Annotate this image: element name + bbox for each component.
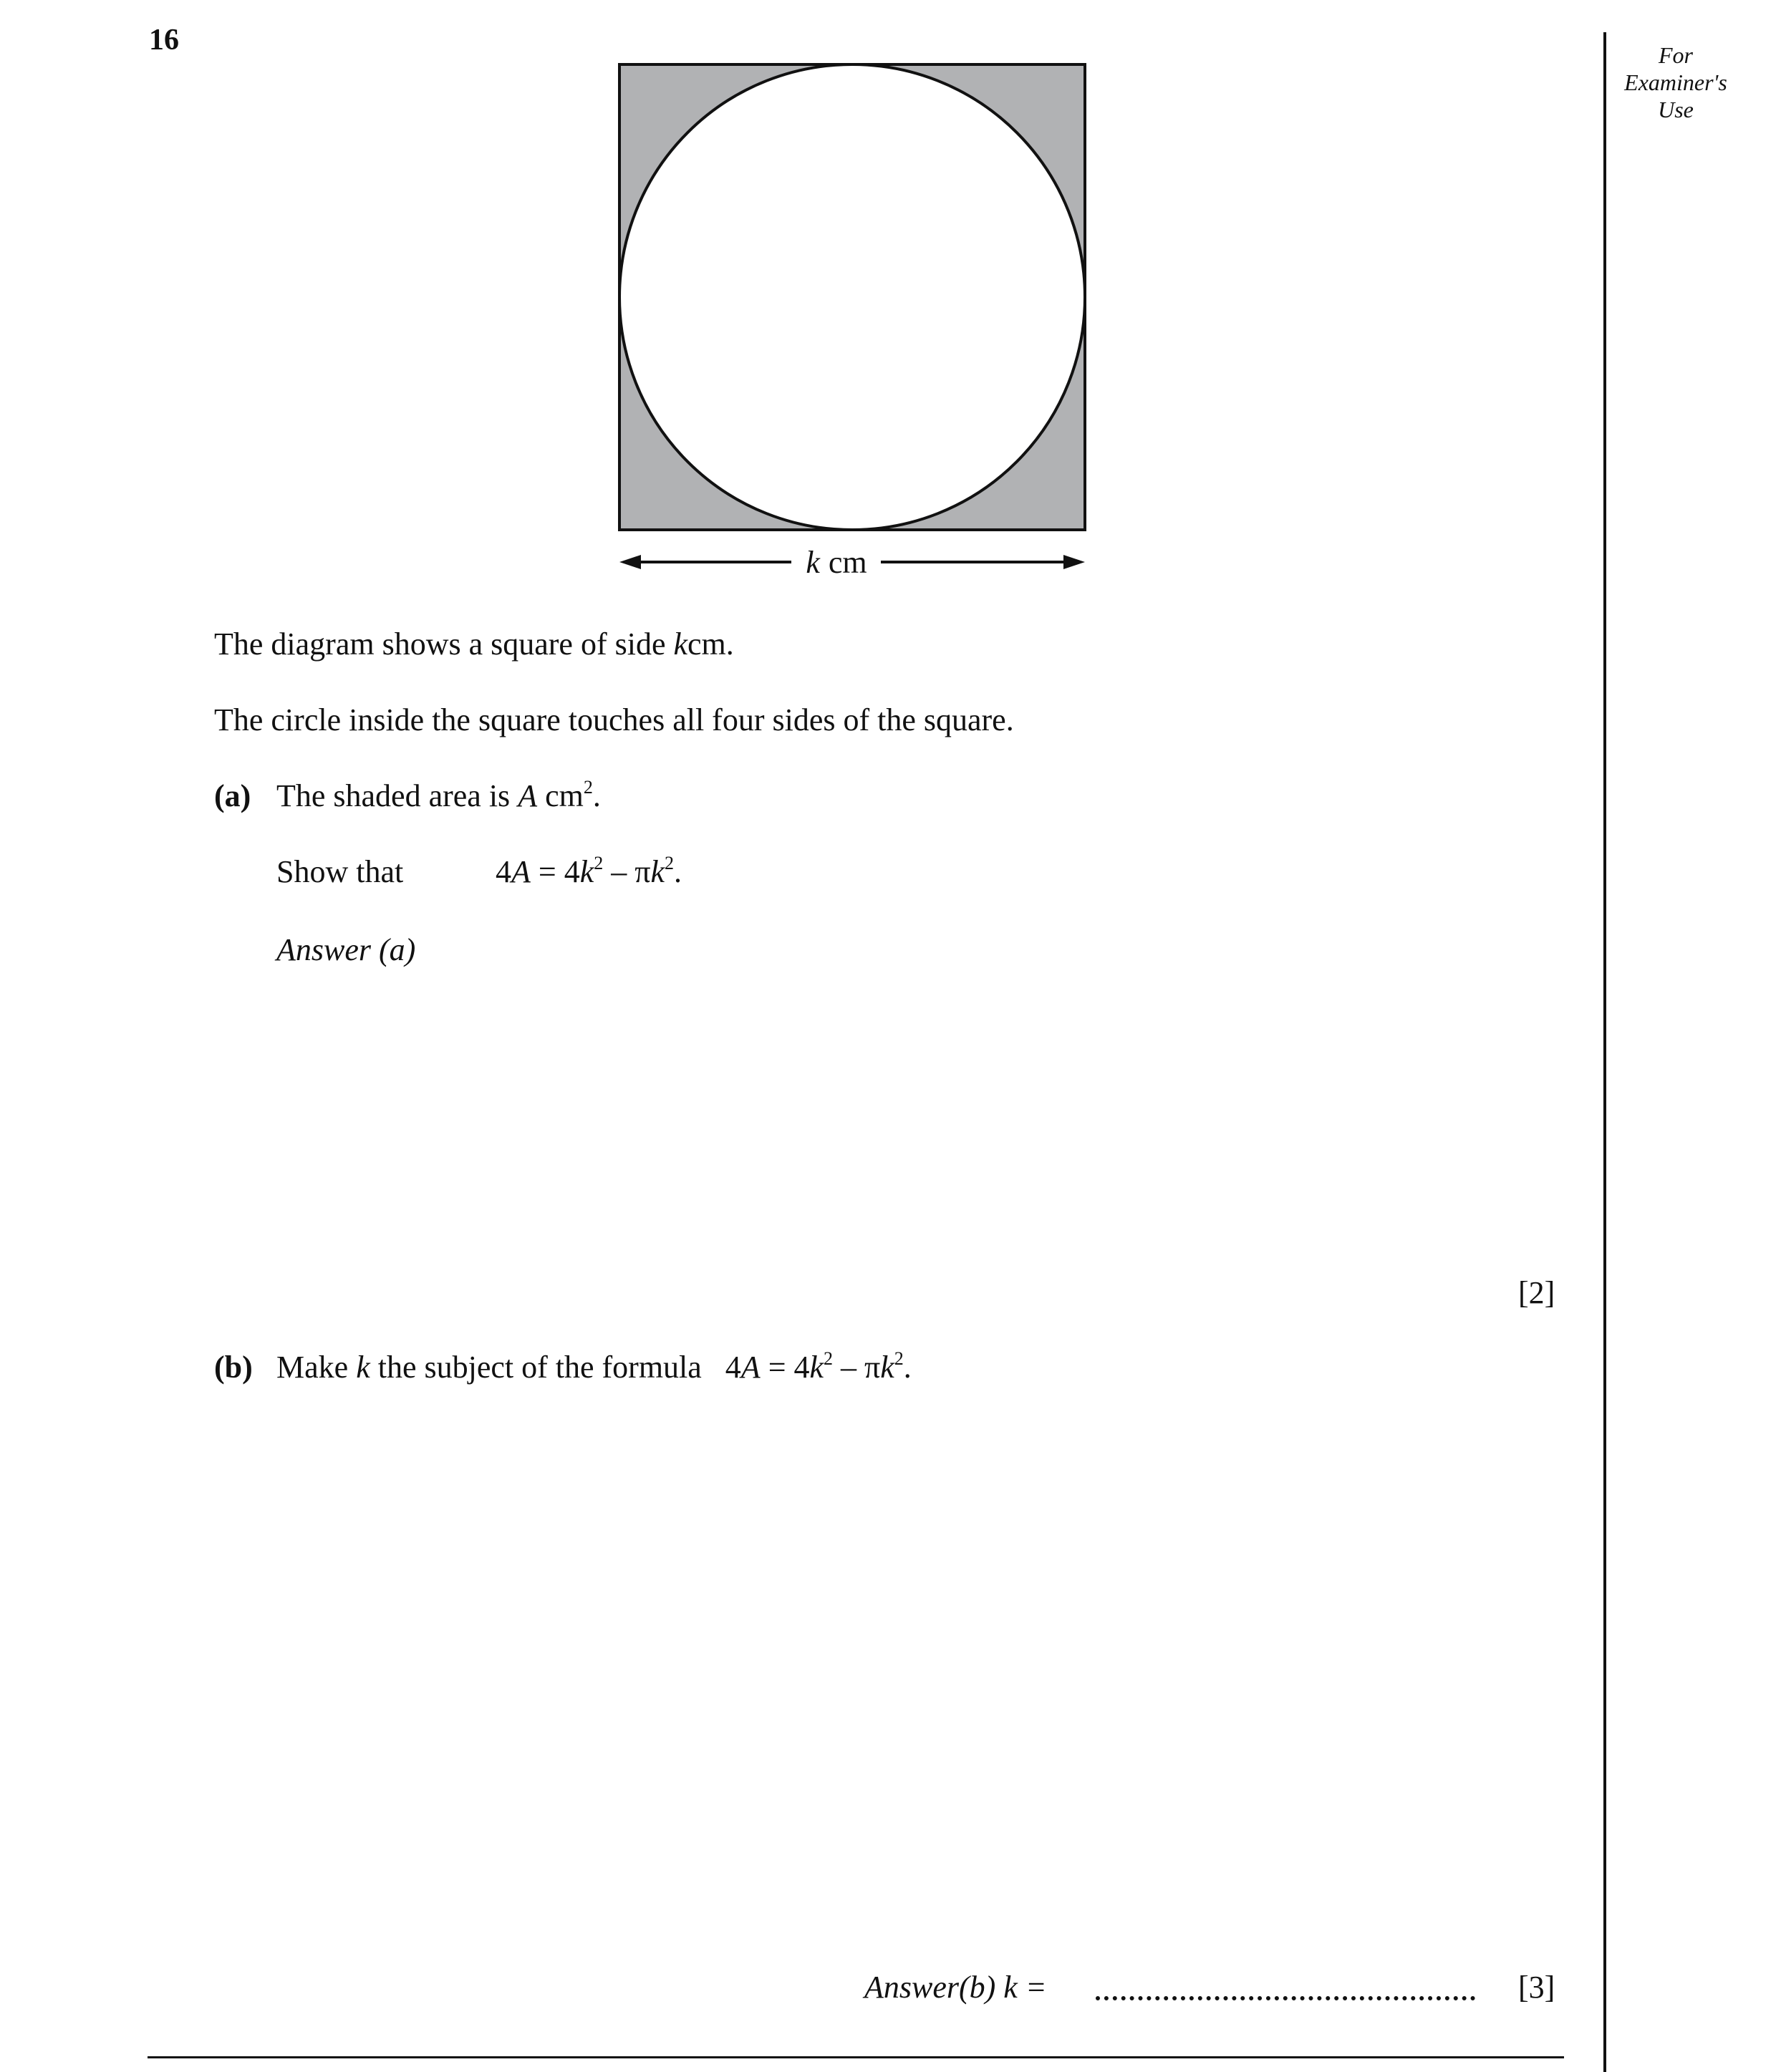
inscribed-circle — [619, 64, 1085, 530]
part-b-statement: Make k the subject of the formula $4A = 4k^2 - \pi k^2$. — [276, 1348, 912, 1385]
show-that-label: Show that — [276, 854, 404, 889]
intro-line-1: The diagram shows a square of side kcm. — [214, 626, 734, 662]
dimension-label-var: k — [806, 545, 820, 580]
dimension-arrow-right-icon — [1063, 555, 1085, 569]
examiner-label-line-3: Use — [1658, 97, 1694, 122]
dimension-label-unit: cm — [828, 545, 867, 580]
examiner-margin-rule — [1603, 32, 1606, 2072]
page-bottom-rule — [148, 2056, 1564, 2058]
answer-b-input-line[interactable] — [1096, 1996, 1475, 2000]
part-a-formula: $4A = 4k^2 - \pi k^2$. — [496, 853, 682, 889]
part-a-statement: The shaded area is A $cm^2$. — [276, 777, 601, 813]
part-a-marks: [2] — [1518, 1275, 1555, 1310]
part-b-marks: [3] — [1518, 1970, 1555, 2005]
part-a-label: (a) — [214, 778, 251, 813]
answer-a-label: Answer (a) — [276, 932, 416, 967]
examiner-use-label — [1611, 42, 1740, 123]
dimension-label — [806, 545, 867, 580]
page-number: 16 — [149, 24, 179, 57]
answer-b-label: Answer(b) k = — [864, 1970, 1047, 2005]
examiner-label-line-1: For — [1659, 42, 1693, 68]
dimension-arrow-left-icon — [619, 555, 641, 569]
part-b-label: (b) — [214, 1350, 253, 1385]
square-circle-diagram — [609, 57, 1096, 587]
examiner-label-line-2: Examiner's — [1624, 69, 1727, 95]
intro-line-2: The circle inside the square touches all four sides of the square. — [214, 702, 1014, 737]
